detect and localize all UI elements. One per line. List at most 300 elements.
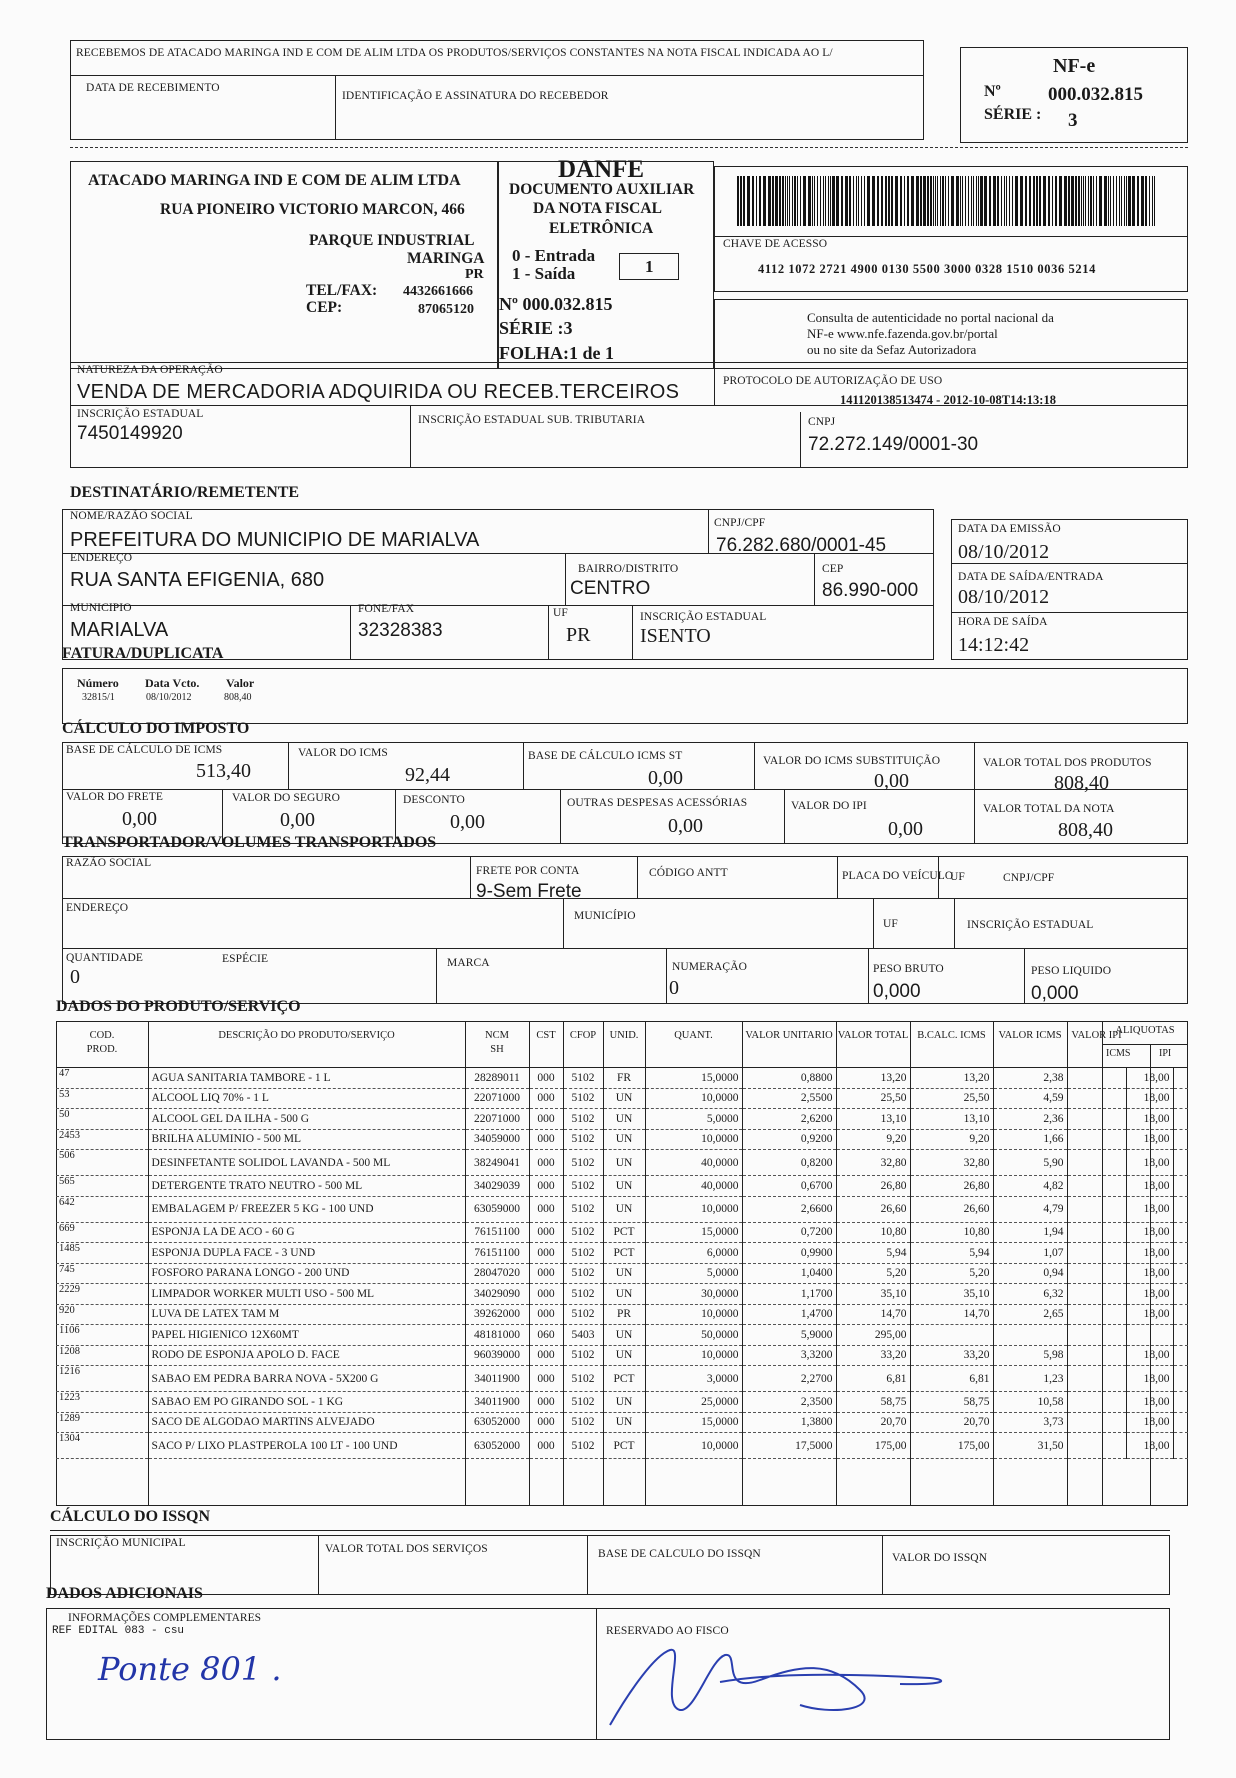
bruto-label: PESO BRUTO bbox=[873, 963, 944, 975]
hora-label: HORA DE SAÍDA bbox=[958, 616, 1048, 628]
header-aliq: ALIQUOTAS bbox=[1115, 1025, 1175, 1036]
cell-ncm: 76151100 bbox=[465, 1222, 529, 1243]
cell-cfop: 5102 bbox=[563, 1366, 603, 1392]
produtos-section: DADOS DO PRODUTO/SERVIÇO bbox=[56, 998, 301, 1015]
cell-bc: 58,75 bbox=[910, 1392, 993, 1413]
barcode-bar bbox=[768, 176, 771, 226]
header-vunit: VALOR UNITARIO bbox=[745, 1030, 833, 1041]
cell-desc: ESPONJA LA DE ACO - 60 G bbox=[148, 1222, 465, 1243]
cell-ncm: 76151100 bbox=[465, 1243, 529, 1264]
consulta-line1: Consulta de autenticidade no portal nacional da bbox=[807, 310, 1054, 325]
cell-unid: UN bbox=[603, 1150, 645, 1176]
emitente-state: PR bbox=[465, 267, 484, 282]
barcode-bar bbox=[820, 176, 821, 226]
danfe-line1: DOCUMENTO AUXILIAR bbox=[509, 181, 695, 198]
v-icms-label: VALOR DO ICMS bbox=[298, 747, 388, 759]
cell-vtotal: 10,80 bbox=[836, 1222, 910, 1243]
cell-vtotal: 26,80 bbox=[836, 1176, 910, 1197]
cell-vipi bbox=[1067, 1150, 1126, 1176]
cell-cod: 1208 bbox=[56, 1345, 148, 1366]
barcode-bar bbox=[930, 176, 932, 226]
cell-quant: 5,0000 bbox=[645, 1263, 742, 1284]
cell-bc: 26,80 bbox=[910, 1176, 993, 1197]
header-vtotal: VALOR TOTAL bbox=[837, 1030, 909, 1041]
barcode-bar bbox=[962, 176, 963, 226]
cell-cod: 1223 bbox=[56, 1392, 148, 1413]
cell-cod: 50 bbox=[56, 1109, 148, 1130]
cell-vicms: 5,98 bbox=[993, 1345, 1067, 1366]
v-nota: 808,40 bbox=[1058, 819, 1113, 841]
cell-ncm: 28047020 bbox=[465, 1263, 529, 1284]
seguro: 0,00 bbox=[280, 809, 315, 831]
cell-vtotal: 58,75 bbox=[836, 1392, 910, 1413]
v-prod-label: VALOR TOTAL DOS PRODUTOS bbox=[983, 757, 1152, 769]
barcode-bar bbox=[984, 176, 987, 226]
barcode-bar bbox=[782, 176, 784, 226]
barcode-bar bbox=[1104, 176, 1107, 226]
cell-aliq-icms: 18,00 bbox=[1126, 1068, 1173, 1088]
barcode-bar bbox=[888, 176, 890, 226]
cell-vtotal: 14,70 bbox=[836, 1304, 910, 1325]
especie-label: ESPÉCIE bbox=[222, 953, 269, 965]
cell-cfop: 5102 bbox=[563, 1304, 603, 1325]
cell-ncm: 48181000 bbox=[465, 1325, 529, 1346]
cell-unid: PR bbox=[603, 1304, 645, 1325]
barcode-bar bbox=[1025, 176, 1027, 226]
danfe-type-value: 1 bbox=[645, 257, 654, 276]
cell-aliq-icms: 18,00 bbox=[1126, 1243, 1173, 1264]
barcode-bar bbox=[825, 176, 826, 226]
table-row bbox=[56, 1263, 1188, 1284]
cell-cfop: 5102 bbox=[563, 1284, 603, 1305]
cell-desc: SABAO EM PO GIRANDO SOL - 1 KG bbox=[148, 1392, 465, 1413]
cell-bc: 10,80 bbox=[910, 1222, 993, 1243]
cell-vipi bbox=[1067, 1068, 1126, 1088]
cell-unid: UN bbox=[603, 1263, 645, 1284]
cell-vtotal: 295,00 bbox=[836, 1325, 910, 1346]
dest-cep: 86.990-000 bbox=[822, 580, 919, 601]
header-aliq-icms: ICMS bbox=[1106, 1048, 1131, 1059]
v-nota-label: VALOR TOTAL DA NOTA bbox=[983, 803, 1115, 815]
barcode-bar bbox=[1059, 176, 1062, 226]
ie-value: 7450149920 bbox=[77, 423, 183, 444]
nfe-number: 000.032.815 bbox=[1048, 84, 1143, 105]
header-desc: DESCRIÇÃO DO PRODUTO/SERVIÇO bbox=[218, 1030, 395, 1041]
ipi: 0,00 bbox=[888, 818, 923, 840]
frete-conta-label: FRETE POR CONTA bbox=[476, 865, 580, 877]
cell-vtotal: 9,20 bbox=[836, 1129, 910, 1150]
barcode-bar bbox=[747, 176, 750, 226]
cell-bc: 25,50 bbox=[910, 1088, 993, 1109]
cell-cst: 000 bbox=[529, 1150, 563, 1176]
cell-unid: UN bbox=[603, 1176, 645, 1197]
cell-quant: 25,0000 bbox=[645, 1392, 742, 1413]
barcode-bar bbox=[1110, 176, 1111, 226]
protocolo-label: PROTOCOLO DE AUTORIZAÇÃO DE USO bbox=[723, 375, 943, 387]
barcode-bar bbox=[1055, 176, 1057, 226]
cell-vunit: 0,8800 bbox=[742, 1068, 836, 1088]
cell-vunit: 17,5000 bbox=[742, 1433, 836, 1459]
cell-vtotal: 5,94 bbox=[836, 1243, 910, 1264]
cell-aliq-ipi bbox=[1173, 1068, 1188, 1088]
cell-unid: UN bbox=[603, 1088, 645, 1109]
transp-municipio-label: MUNICÍPIO bbox=[574, 910, 636, 922]
barcode-bar bbox=[1078, 176, 1080, 226]
barcode-bar bbox=[989, 176, 991, 226]
cell-quant: 15,0000 bbox=[645, 1412, 742, 1433]
barcode-bar bbox=[836, 176, 839, 226]
table-row bbox=[56, 1176, 1188, 1197]
barcode-bar bbox=[763, 176, 766, 226]
cell-unid: FR bbox=[603, 1068, 645, 1088]
cell-vtotal: 13,10 bbox=[836, 1109, 910, 1130]
qtd-label: QUANTIDADE bbox=[66, 952, 144, 964]
emitente-district: PARQUE INDUSTRIAL bbox=[309, 232, 475, 249]
cell-cst: 000 bbox=[529, 1222, 563, 1243]
bc-icms: 513,40 bbox=[196, 760, 251, 782]
cell-vipi bbox=[1067, 1392, 1126, 1413]
cell-vicms: 4,59 bbox=[993, 1088, 1067, 1109]
cell-cod: 642 bbox=[56, 1196, 148, 1222]
barcode-bar bbox=[935, 176, 936, 226]
header-quant: QUANT. bbox=[674, 1030, 713, 1041]
cell-desc: BRILHA ALUMINIO - 500 ML bbox=[148, 1129, 465, 1150]
outras: 0,00 bbox=[668, 815, 703, 837]
table-row bbox=[56, 1222, 1188, 1243]
issqn-valor-label: VALOR DO ISSQN bbox=[892, 1552, 988, 1564]
cell-aliq-ipi bbox=[1173, 1150, 1188, 1176]
barcode-bar bbox=[1015, 176, 1018, 226]
barcode-bar bbox=[1052, 176, 1053, 226]
fatura-vcto-label: Data Vcto. bbox=[145, 676, 200, 690]
cell-cfop: 5102 bbox=[563, 1088, 603, 1109]
cell-cfop: 5102 bbox=[563, 1433, 603, 1459]
barcode-bar bbox=[1149, 176, 1150, 226]
barcode-bar bbox=[923, 176, 926, 226]
date-received-label: DATA DE RECEBIMENTO bbox=[86, 82, 220, 94]
barcode-bar bbox=[775, 176, 778, 226]
cell-cfop: 5102 bbox=[563, 1345, 603, 1366]
cell-vtotal: 20,70 bbox=[836, 1412, 910, 1433]
cell-vipi bbox=[1067, 1176, 1126, 1197]
barcode-bar bbox=[1043, 176, 1046, 226]
cell-desc: ALCOOL LIQ 70% - 1 L bbox=[148, 1088, 465, 1109]
barcode-bar bbox=[814, 176, 815, 226]
barcode-bar bbox=[797, 176, 798, 226]
cell-ncm: 63052000 bbox=[465, 1433, 529, 1459]
cell-unid: UN bbox=[603, 1109, 645, 1130]
transp-endereco-label: ENDEREÇO bbox=[66, 902, 129, 914]
barcode-bar bbox=[895, 176, 898, 226]
barcode-bar bbox=[779, 176, 781, 226]
barcode-bar bbox=[1121, 176, 1122, 226]
cell-cod: 1485 bbox=[56, 1243, 148, 1264]
cell-aliq-ipi bbox=[1173, 1304, 1188, 1325]
cell-desc: AGUA SANITARIA TAMBORE - 1 L bbox=[148, 1068, 465, 1088]
table-row bbox=[56, 1243, 1188, 1264]
cell-aliq-icms: 18,00 bbox=[1126, 1109, 1173, 1130]
cell-cst: 000 bbox=[529, 1088, 563, 1109]
nfe-series: 3 bbox=[1068, 110, 1078, 131]
cell-unid: PCT bbox=[603, 1222, 645, 1243]
cell-vtotal: 35,10 bbox=[836, 1284, 910, 1305]
cell-quant: 10,0000 bbox=[645, 1345, 742, 1366]
cell-cod: 565 bbox=[56, 1176, 148, 1197]
cell-cod: 1106 bbox=[56, 1325, 148, 1346]
fatura-section: FATURA/DUPLICATA bbox=[62, 645, 224, 662]
dest-name: PREFEITURA DO MUNICIPIO DE MARIALVA bbox=[70, 529, 480, 551]
header-unid: UNID. bbox=[609, 1030, 639, 1041]
cell-vicms: 1,94 bbox=[993, 1222, 1067, 1243]
cell-cst: 060 bbox=[529, 1325, 563, 1346]
header-bc: B.CALC. ICMS bbox=[917, 1030, 986, 1041]
fisco-label: RESERVADO AO FISCO bbox=[606, 1625, 729, 1637]
barcode-bar bbox=[885, 176, 887, 226]
cell-aliq-icms: 18,00 bbox=[1126, 1150, 1173, 1176]
cell-cst: 000 bbox=[529, 1109, 563, 1130]
transp-uf-label: UF bbox=[950, 871, 965, 883]
cell-aliq-icms: 18,00 bbox=[1126, 1412, 1173, 1433]
chave-label: CHAVE DE ACESSO bbox=[723, 238, 828, 250]
cell-quant: 3,0000 bbox=[645, 1366, 742, 1392]
barcode-bar bbox=[877, 176, 879, 226]
cell-aliq-ipi bbox=[1173, 1433, 1188, 1459]
cell-desc: LUVA DE LATEX TAM M bbox=[148, 1304, 465, 1325]
cell-cfop: 5403 bbox=[563, 1325, 603, 1346]
cell-aliq-icms: 18,00 bbox=[1126, 1196, 1173, 1222]
fatura-vcto: 08/10/2012 bbox=[146, 692, 192, 703]
qtd: 0 bbox=[70, 966, 80, 988]
cell-cfop: 5102 bbox=[563, 1412, 603, 1433]
seguro-label: VALOR DO SEGURO bbox=[232, 792, 340, 804]
header-vicms: VALOR ICMS bbox=[998, 1030, 1062, 1041]
cell-vipi bbox=[1067, 1366, 1126, 1392]
table-row bbox=[56, 1366, 1188, 1392]
header-ncm: NCM SH bbox=[485, 1030, 509, 1055]
fatura-numero-label: Número bbox=[77, 676, 119, 690]
cell-bc: 20,70 bbox=[910, 1412, 993, 1433]
barcode-bar bbox=[1068, 176, 1070, 226]
barcode-bar bbox=[1128, 176, 1131, 226]
table-row bbox=[56, 1109, 1188, 1130]
cell-ncm: 28289011 bbox=[465, 1068, 529, 1088]
cell-cod: 745 bbox=[56, 1263, 148, 1284]
cell-vunit: 1,0400 bbox=[742, 1263, 836, 1284]
cell-bc: 5,94 bbox=[910, 1243, 993, 1264]
cell-cod: 1304 bbox=[56, 1433, 148, 1459]
cell-aliq-icms: 18,00 bbox=[1126, 1345, 1173, 1366]
emitente-cep-label: CEP: bbox=[306, 299, 343, 316]
barcode-bar bbox=[1154, 176, 1155, 226]
saida-label: DATA DE SAÍDA/ENTRADA bbox=[958, 571, 1104, 583]
cell-vicms: 0,94 bbox=[993, 1263, 1067, 1284]
barcode-bar bbox=[960, 176, 961, 226]
cell-aliq-icms: 18,00 bbox=[1126, 1304, 1173, 1325]
cell-cod: 47 bbox=[56, 1068, 148, 1088]
cell-desc: SABAO EM PEDRA BARRA NOVA - 5X200 G bbox=[148, 1366, 465, 1392]
transp-ie-label: INSCRIÇÃO ESTADUAL bbox=[967, 919, 1094, 931]
barcode-bar bbox=[1033, 176, 1035, 226]
cell-unid: UN bbox=[603, 1129, 645, 1150]
cell-vipi bbox=[1067, 1263, 1126, 1284]
dest-fone: 32328383 bbox=[358, 620, 443, 641]
table-row bbox=[56, 1068, 1188, 1088]
cell-ncm: 38249041 bbox=[465, 1150, 529, 1176]
cell-cod: 1216 bbox=[56, 1366, 148, 1392]
danfe-line3: ELETRÔNICA bbox=[549, 220, 654, 237]
danfe-series: SÉRIE :3 bbox=[499, 318, 573, 338]
barcode-bar bbox=[872, 176, 875, 226]
handwritten-note: Ponte 801 . bbox=[98, 1650, 282, 1688]
cell-cfop: 5102 bbox=[563, 1129, 603, 1150]
cell-quant: 30,0000 bbox=[645, 1284, 742, 1305]
cell-bc: 32,80 bbox=[910, 1150, 993, 1176]
emitente-tel: 4432661666 bbox=[403, 284, 473, 299]
table-row bbox=[56, 1412, 1188, 1433]
cell-unid: UN bbox=[603, 1196, 645, 1222]
desconto: 0,00 bbox=[450, 811, 485, 833]
desconto-label: DESCONTO bbox=[403, 794, 465, 806]
barcode-bar bbox=[845, 176, 848, 226]
cell-aliq-ipi bbox=[1173, 1284, 1188, 1305]
cnpj-value: 72.272.149/0001-30 bbox=[808, 434, 979, 455]
cell-quant: 10,0000 bbox=[645, 1129, 742, 1150]
barcode-bar bbox=[945, 176, 946, 226]
header-vipi: VALOR IPI bbox=[1071, 1030, 1122, 1041]
frete-label: VALOR DO FRETE bbox=[66, 791, 164, 803]
consulta-line2: NF-e www.nfe.fazenda.gov.br/portal bbox=[807, 326, 998, 341]
ie-label: INSCRIÇÃO ESTADUAL bbox=[77, 408, 204, 420]
cut-line bbox=[70, 147, 1188, 148]
barcode-bar bbox=[823, 176, 824, 226]
cell-quant: 50,0000 bbox=[645, 1325, 742, 1346]
liquido: 0,000 bbox=[1031, 983, 1079, 1004]
barcode-bar bbox=[756, 176, 757, 226]
barcode-bar bbox=[940, 176, 941, 226]
barcode-bar bbox=[1071, 176, 1074, 226]
barcode-bar bbox=[759, 176, 761, 226]
cell-vipi bbox=[1067, 1412, 1126, 1433]
transp-uf2-label: UF bbox=[883, 918, 898, 930]
cell-vunit: 2,2700 bbox=[742, 1366, 836, 1392]
cell-desc: PAPEL HIGIENICO 12X60MT bbox=[148, 1325, 465, 1346]
barcode-bar bbox=[973, 176, 974, 226]
cell-cfop: 5102 bbox=[563, 1263, 603, 1284]
table-row bbox=[56, 1196, 1188, 1222]
issqn-box bbox=[50, 1535, 1170, 1595]
cell-vtotal: 25,50 bbox=[836, 1088, 910, 1109]
cell-unid: UN bbox=[603, 1284, 645, 1305]
dest-bairro: CENTRO bbox=[570, 578, 651, 599]
cell-vicms: 2,36 bbox=[993, 1109, 1067, 1130]
bc-st: 0,00 bbox=[648, 767, 683, 789]
barcode-bar bbox=[841, 176, 843, 226]
barcode-bar bbox=[830, 176, 831, 226]
cell-vipi bbox=[1067, 1325, 1126, 1346]
danfe-entrada: 0 - Entrada bbox=[512, 246, 596, 265]
cell-cfop: 5102 bbox=[563, 1109, 603, 1130]
ie-st-label: INSCRIÇÃO ESTADUAL SUB. TRIBUTARIA bbox=[418, 414, 646, 426]
barcode-bar bbox=[1137, 176, 1139, 226]
barcode-bar bbox=[907, 176, 909, 226]
nfe-series-label: SÉRIE : bbox=[984, 106, 1042, 123]
bc-st-label: BASE DE CÁLCULO ICMS ST bbox=[528, 750, 683, 762]
cell-bc: 13,20 bbox=[910, 1068, 993, 1088]
emitente-cep: 87065120 bbox=[418, 302, 474, 317]
cell-aliq-ipi bbox=[1173, 1243, 1188, 1264]
issqn-servicos-label: VALOR TOTAL DOS SERVIÇOS bbox=[325, 1543, 488, 1555]
cell-cod: 2229 bbox=[56, 1284, 148, 1305]
barcode-bar bbox=[743, 176, 745, 226]
cell-vipi bbox=[1067, 1196, 1126, 1222]
cell-cst: 000 bbox=[529, 1068, 563, 1088]
barcode-bar bbox=[1093, 176, 1094, 226]
cell-desc: ALCOOL GEL DA ILHA - 500 G bbox=[148, 1109, 465, 1130]
barcode-bar bbox=[911, 176, 914, 226]
cell-desc: FOSFORO PARANA LONGO - 200 UND bbox=[148, 1263, 465, 1284]
cell-aliq-ipi bbox=[1173, 1129, 1188, 1150]
emitente-name: ATACADO MARINGA IND E COM DE ALIM LTDA bbox=[88, 172, 461, 189]
signature bbox=[600, 1620, 980, 1740]
barcode-bar bbox=[1119, 176, 1120, 226]
barcode-bar bbox=[997, 176, 999, 226]
barcode-bar bbox=[993, 176, 996, 226]
barcode-bar bbox=[867, 176, 870, 226]
dest-cnpj: 76.282.680/0001-45 bbox=[716, 535, 887, 556]
cell-cst: 000 bbox=[529, 1433, 563, 1459]
table-row bbox=[56, 1129, 1188, 1150]
barcode-bar bbox=[817, 176, 818, 226]
cell-cst: 000 bbox=[529, 1366, 563, 1392]
barcode-bar bbox=[864, 176, 865, 226]
cell-unid: PCT bbox=[603, 1243, 645, 1264]
natureza-label: NATUREZA DA OPERAÇÃO bbox=[77, 364, 223, 376]
cell-vtotal: 5,20 bbox=[836, 1263, 910, 1284]
cell-aliq-ipi bbox=[1173, 1345, 1188, 1366]
liquido-label: PESO LIQUIDO bbox=[1031, 965, 1112, 977]
cell-desc: LIMPADOR WORKER MULTI USO - 500 ML bbox=[148, 1284, 465, 1305]
cell-vunit: 2,3500 bbox=[742, 1392, 836, 1413]
cell-ncm: 63059000 bbox=[465, 1196, 529, 1222]
cell-vtotal: 33,20 bbox=[836, 1345, 910, 1366]
dest-uf: PR bbox=[566, 624, 591, 646]
cell-desc: DESINFETANTE SOLIDOL LAVANDA - 500 ML bbox=[148, 1150, 465, 1176]
barcode-bar bbox=[1132, 176, 1135, 226]
cell-quant: 10,0000 bbox=[645, 1088, 742, 1109]
barcode-bar bbox=[1001, 176, 1002, 226]
barcode-bar bbox=[904, 176, 905, 226]
barcode-bar bbox=[948, 176, 949, 226]
cell-vicms: 1,66 bbox=[993, 1129, 1067, 1150]
barcode-bar bbox=[812, 176, 813, 226]
cell-desc: EMBALAGEM P/ FREEZER 5 KG - 100 UND bbox=[148, 1196, 465, 1222]
cell-cod: 53 bbox=[56, 1088, 148, 1109]
barcode-bar bbox=[1145, 176, 1147, 226]
barcode-bar bbox=[933, 176, 934, 226]
barcode-bar bbox=[968, 176, 969, 226]
nfe-title: NF-e bbox=[1053, 55, 1096, 77]
cell-aliq-ipi bbox=[1173, 1263, 1188, 1284]
cell-cst: 000 bbox=[529, 1176, 563, 1197]
barcode-bar bbox=[789, 176, 790, 226]
barcode-bar bbox=[772, 176, 774, 226]
cell-vunit: 2,6200 bbox=[742, 1109, 836, 1130]
cell-vunit: 1,4700 bbox=[742, 1304, 836, 1325]
barcode bbox=[737, 176, 1157, 226]
cell-unid: PCT bbox=[603, 1433, 645, 1459]
cell-cst: 000 bbox=[529, 1392, 563, 1413]
cell-vicms: 1,07 bbox=[993, 1243, 1067, 1264]
